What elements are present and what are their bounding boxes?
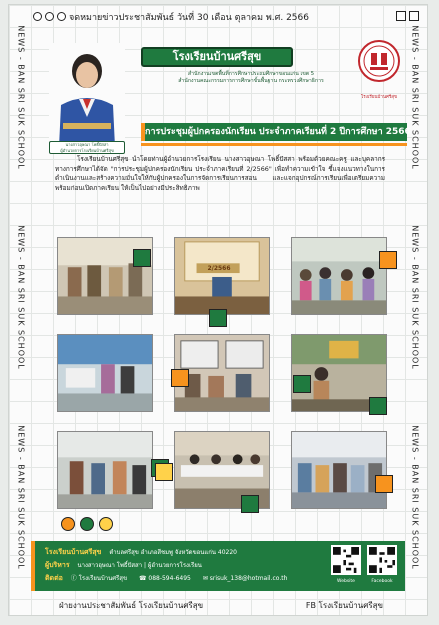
footer-contact-line (45, 573, 287, 584)
accent-square-yellow (155, 463, 173, 481)
side-text: NEWS - BAN SRI SUK SCHOOL (410, 425, 420, 570)
accent-square-orange (375, 475, 393, 493)
top-decor-squares (396, 11, 419, 21)
newsletter-page (8, 4, 428, 616)
bottom-right-credit: FB โรงเรียนบ้านศรีสุข (305, 601, 383, 610)
side-text-left (13, 25, 29, 583)
agency-line-1: สำนักงานเขตพื้นที่การศึกษาประถมศึกษาขอนแก่น เขต 5 (187, 71, 315, 77)
website-qr-label: Website (337, 579, 355, 584)
article-paragraph: โรงเรียนบ้านศรีสุข นำโดยท่านผู้อำนวยการโรงเรียน นางสาวอุษณา โพธิ์ปัสสา พร้อมด้วยคณะครู และบุคลากรทางการศึกษาได้จัด "การประชุมผู้ปกครองนักเรียน ประจำภาคเรียนที่ 2/2566" เพื่อทำความเข้าใจ ชี้แจงแนวทางในการดำเนินงานและสร้างความมั่นใจให้กับผู้ปกครองในการจัดการเรียนการสอน และแจกอุปกรณ์การเรียนเพื่อเตรียมความพร้อมก่อนเปิดภาคเรียน ให้เป็นไปอย่างมีประสิทธิภาพ (55, 155, 385, 192)
decor-dot-yellow (99, 517, 113, 531)
website-qr-code[interactable] (331, 545, 361, 575)
headline-banner: การประชุมผู้ปกครองนักเรียน ประจำภาคเรียนที่ 2 ปีการศึกษา 2566 (141, 123, 407, 141)
facebook-qr-code[interactable] (367, 545, 397, 575)
director-name-tag (49, 141, 125, 154)
decor-dot (33, 12, 42, 21)
accent-square-orange (171, 369, 189, 387)
director-name: นางสาวอุษณา โพธิ์ปัสสา (65, 142, 109, 147)
banner-underline (141, 143, 407, 146)
top-bar (9, 5, 427, 29)
director-title: ผู้อำนวยการโรงเรียนบ้านศรีสุข (60, 148, 114, 153)
accent-square-green (241, 495, 259, 513)
footer-contact-label: ติดต่อ (45, 574, 63, 582)
footer (31, 541, 405, 591)
decor-dot (57, 12, 66, 21)
phone-icon: ☎ (138, 575, 147, 582)
newsletter-date-title: จดหมายข่าวประชาสัมพันธ์ วันที่ 30 เดือน ตุลาคม พ.ศ. 2566 (69, 13, 309, 23)
top-decor-dots (33, 12, 66, 21)
footer-phone: 088-594-6495 (148, 575, 191, 582)
photo-banner-text: 2/2566 (207, 265, 231, 272)
bottom-left-credit: ฝ่ายงานประชาสัมพันธ์ โรงเรียนบ้านศรีสุข (59, 601, 204, 610)
photo-3 (291, 237, 387, 315)
photo-9 (291, 431, 387, 509)
side-text: NEWS - BAN SRI SUK SCHOOL (410, 25, 420, 170)
side-text: NEWS - BAN SRI SUK SCHOOL (16, 225, 26, 370)
bottom-decor-dots (61, 517, 113, 531)
side-text: NEWS - BAN SRI SUK SCHOOL (16, 425, 26, 570)
photo-4 (57, 334, 153, 412)
logo-label: โรงเรียนบ้านศรีสุข (360, 95, 398, 100)
header (31, 31, 411, 153)
agency-line-2: สำนักงานคณะกรรมการการศึกษาขั้นพื้นฐาน กระทรวงศึกษาธิการ (178, 78, 324, 84)
director-portrait (49, 43, 125, 147)
footer-editor-label: ผู้บริหาร (45, 561, 70, 569)
footer-editor-value: นางสาวอุษณา โพธิ์ปัสสา | ผู้อำนวยการโรงเรียน (77, 562, 202, 569)
footer-school-line (45, 547, 237, 558)
accent-square-orange (379, 251, 397, 269)
agency-text (131, 71, 371, 85)
facebook-icon: ⓕ (70, 575, 77, 582)
footer-address: ตำบลศรีสุข อำเภอสีชมพู จังหวัดขอนแก่น 40220 (109, 549, 237, 556)
footer-facebook[interactable]: โรงเรียนบ้านศรีสุข (78, 575, 128, 582)
photo-7 (57, 431, 153, 509)
accent-square-green (293, 375, 311, 393)
school-logo (357, 37, 401, 93)
article-body (55, 155, 385, 193)
school-name-box: โรงเรียนบ้านศรีสุข (141, 47, 293, 67)
side-text: NEWS - BAN SRI SUK SCHOOL (16, 25, 26, 170)
photo-2 (174, 237, 270, 315)
accent-square-green (369, 397, 387, 415)
decor-dot-orange (61, 517, 75, 531)
decor-square (396, 11, 406, 21)
accent-square-green (209, 309, 227, 327)
decor-dot-green (80, 517, 94, 531)
decor-dot (45, 12, 54, 21)
side-text: NEWS - BAN SRI SUK SCHOOL (410, 225, 420, 370)
footer-email[interactable]: srisuk_138@hotmail.co.th (209, 575, 288, 582)
decor-square (409, 11, 419, 21)
footer-editor-line (45, 560, 202, 571)
accent-square-green (133, 249, 151, 267)
email-icon: ✉ (202, 575, 208, 582)
photo-grid (57, 237, 387, 509)
footer-school-label: โรงเรียนบ้านศรีสุข (45, 548, 102, 556)
facebook-qr-label: Facebook (371, 579, 393, 584)
